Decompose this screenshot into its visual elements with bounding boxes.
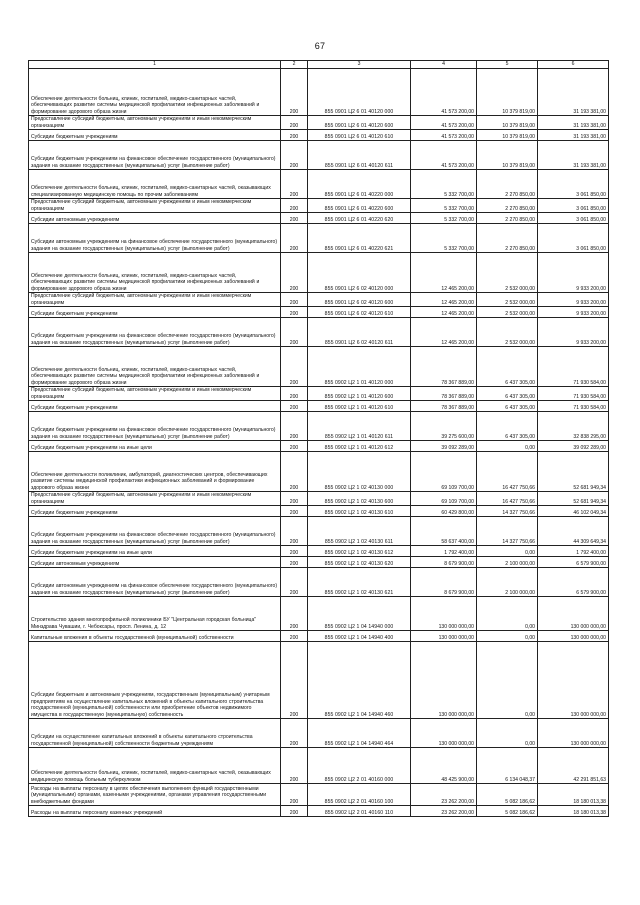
row-value-cell: 200 [281,642,308,719]
row-value-cell: 44 309 649,34 [538,517,609,546]
row-value-cell: 200 [281,130,308,141]
row-name-cell: Расходы на выплаты персоналу казенных учреждений [29,806,281,817]
row-value-cell: 855 0902 Ц2 2 01 40160 000 [308,748,411,784]
table-row [29,784,609,806]
table-row [29,401,609,412]
row-value-cell: 78 367 889,00 [411,347,477,387]
column-header: 1 [29,61,281,69]
row-value-cell: 855 0901 Ц2 6 01 40120 610 [308,130,411,141]
row-value-cell: 69 109 700,00 [411,492,477,506]
table-row [29,170,609,199]
row-value-cell: 855 0902 Ц2 1 02 40130 000 [308,452,411,492]
table-row [29,307,609,318]
row-name-cell: Обеспечение деятельности больниц, клиник, госпиталей, медико-санитарных частей, оказывающих медицинскую помощь больным туберкулезом [29,748,281,784]
row-value-cell: 18 180 013,38 [538,806,609,817]
row-name-cell: Обеспечение деятельности поликлиник, амбулаторий, диагностических центров, обеспечивающих развитие системы медицинской профилактики инфекционных заболеваний и формирование здорового образа жизни [29,452,281,492]
table-row [29,557,609,568]
row-value-cell: 130 000 000,00 [538,631,609,642]
row-value-cell: 855 0901 Ц2 6 02 40120 611 [308,318,411,347]
row-name-cell: Субсидии бюджетным учреждениям на иные цели [29,441,281,452]
row-value-cell: 5 332 700,00 [411,224,477,253]
row-value-cell: 855 0902 Ц2 1 02 40130 621 [308,568,411,597]
row-value-cell: 200 [281,452,308,492]
row-value-cell: 12 465 200,00 [411,293,477,307]
row-value-cell: 200 [281,412,308,441]
row-value-cell: 2 100 000,00 [477,568,538,597]
row-value-cell: 41 573 200,00 [411,141,477,170]
row-value-cell: 8 679 900,00 [411,557,477,568]
row-value-cell: 200 [281,69,308,116]
row-value-cell: 200 [281,597,308,631]
row-value-cell: 1 792 400,00 [538,546,609,557]
row-value-cell: 9 933 200,00 [538,293,609,307]
row-value-cell: 200 [281,224,308,253]
row-value-cell: 855 0902 Ц2 1 04 14940 464 [308,719,411,748]
row-value-cell: 71 930 584,00 [538,401,609,412]
row-value-cell: 200 [281,401,308,412]
row-value-cell: 3 061 850,00 [538,224,609,253]
row-value-cell: 855 0902 Ц2 1 02 40130 611 [308,517,411,546]
table-row [29,441,609,452]
row-value-cell: 2 100 000,00 [477,557,538,568]
column-header: 5 [477,61,538,69]
budget-table [28,60,609,817]
row-name-cell: Предоставление субсидий бюджетным, автономным учреждениям и иным некоммерческим организациям [29,387,281,401]
row-name-cell: Субсидии автономным учреждениям на финансовое обеспечение государственного (муниципального) задания на оказание государственных (муниципальных) услуг (выполнение работ) [29,224,281,253]
row-name-cell: Строительство здания многопрофильной поликлиники БУ "Центральная городская больница" Минздрава Чувашии, г. Чебоксары, просп. Ленина, д. 12 [29,597,281,631]
row-value-cell: 10 379 819,00 [477,141,538,170]
row-value-cell: 200 [281,293,308,307]
row-value-cell: 855 0901 Ц2 6 01 40220 600 [308,199,411,213]
row-value-cell: 855 0901 Ц2 6 01 40220 621 [308,224,411,253]
table-row [29,568,609,597]
row-value-cell: 1 792 400,00 [411,546,477,557]
row-value-cell: 39 092 289,00 [411,441,477,452]
row-value-cell: 31 193 381,00 [538,116,609,130]
row-value-cell: 855 0902 Ц2 1 01 40120 611 [308,412,411,441]
row-value-cell: 6 437 305,00 [477,387,538,401]
table-row [29,412,609,441]
row-value-cell: 0,00 [477,441,538,452]
row-value-cell: 2 270 850,00 [477,213,538,224]
row-value-cell: 200 [281,387,308,401]
row-value-cell: 5 082 186,62 [477,806,538,817]
row-value-cell: 855 0901 Ц2 6 02 40120 600 [308,293,411,307]
row-value-cell: 5 082 186,62 [477,784,538,806]
table-row [29,806,609,817]
row-name-cell: Предоставление субсидий бюджетным, автономным учреждениям и иным некоммерческим организациям [29,199,281,213]
table-row [29,631,609,642]
row-value-cell: 18 180 013,38 [538,784,609,806]
row-value-cell: 41 573 200,00 [411,69,477,116]
row-value-cell: 5 332 700,00 [411,199,477,213]
table-row [29,597,609,631]
row-value-cell: 52 681 949,34 [538,492,609,506]
row-value-cell: 31 193 381,00 [538,141,609,170]
row-value-cell: 855 0901 Ц2 6 01 40120 000 [308,69,411,116]
row-value-cell: 0,00 [477,631,538,642]
row-value-cell: 31 193 381,00 [538,130,609,141]
row-value-cell: 0,00 [477,597,538,631]
row-value-cell: 200 [281,170,308,199]
row-value-cell: 78 367 889,00 [411,401,477,412]
row-name-cell: Обеспечение деятельности больниц, клиник, госпиталей, медико-санитарных частей, обеспечивающих развитие системы медицинской профилактики инфекционных заболеваний и формирование здорового образа жизни [29,253,281,293]
column-header: 3 [308,61,411,69]
table-body [29,69,609,817]
row-value-cell: 855 0901 Ц2 6 01 40220 000 [308,170,411,199]
table-row [29,116,609,130]
column-header: 6 [538,61,609,69]
table-row [29,224,609,253]
row-value-cell: 855 0902 Ц2 1 01 40120 000 [308,347,411,387]
row-value-cell: 6 134 048,37 [477,748,538,784]
row-value-cell: 200 [281,631,308,642]
row-name-cell: Обеспечение деятельности больниц, клиник, госпиталей, медико-санитарных частей, обеспечивающих развитие системы медицинской профилактики инфекционных заболеваний и формирование здорового образа жизни [29,347,281,387]
row-value-cell: 855 0902 Ц2 2 01 40160 100 [308,784,411,806]
row-value-cell: 855 0901 Ц2 6 02 40120 610 [308,307,411,318]
row-value-cell: 3 061 850,00 [538,213,609,224]
row-value-cell: 855 0902 Ц2 1 01 40120 610 [308,401,411,412]
row-value-cell: 31 193 381,00 [538,69,609,116]
row-value-cell: 855 0902 Ц2 1 01 40120 612 [308,441,411,452]
row-value-cell: 855 0902 Ц2 1 02 40130 612 [308,546,411,557]
row-value-cell: 69 109 700,00 [411,452,477,492]
row-value-cell: 2 532 000,00 [477,307,538,318]
row-value-cell: 8 679 900,00 [411,568,477,597]
row-value-cell: 130 000 000,00 [411,642,477,719]
row-value-cell: 42 291 851,63 [538,748,609,784]
table-row [29,748,609,784]
row-value-cell: 200 [281,347,308,387]
table-row [29,347,609,387]
row-value-cell: 130 000 000,00 [538,597,609,631]
row-name-cell: Предоставление субсидий бюджетным, автономным учреждениям и иным некоммерческим организациям [29,116,281,130]
row-value-cell: 41 573 200,00 [411,130,477,141]
row-value-cell: 855 0902 Ц2 1 02 40130 620 [308,557,411,568]
row-value-cell: 130 000 000,00 [411,631,477,642]
row-value-cell: 12 465 200,00 [411,318,477,347]
row-value-cell: 41 573 200,00 [411,116,477,130]
row-value-cell: 130 000 000,00 [538,719,609,748]
row-value-cell: 200 [281,806,308,817]
row-value-cell: 200 [281,307,308,318]
table-header-row [29,61,609,69]
row-name-cell: Субсидии бюджетным учреждениям [29,307,281,318]
row-value-cell: 200 [281,546,308,557]
row-value-cell: 2 270 850,00 [477,170,538,199]
table-row [29,719,609,748]
row-value-cell: 32 838 295,00 [538,412,609,441]
row-value-cell: 5 332 700,00 [411,213,477,224]
row-value-cell: 130 000 000,00 [538,642,609,719]
row-value-cell: 0,00 [477,546,538,557]
column-header: 2 [281,61,308,69]
row-value-cell: 855 0902 Ц2 2 01 40160 110 [308,806,411,817]
table-row [29,69,609,116]
row-value-cell: 855 0901 Ц2 6 01 40120 611 [308,141,411,170]
table-row [29,452,609,492]
row-value-cell: 3 061 850,00 [538,199,609,213]
row-value-cell: 6 579 900,00 [538,557,609,568]
row-value-cell: 60 429 800,00 [411,506,477,517]
row-value-cell: 2 270 850,00 [477,199,538,213]
row-value-cell: 200 [281,318,308,347]
table-row [29,642,609,719]
table-row [29,517,609,546]
table-row [29,492,609,506]
row-value-cell: 855 0902 Ц2 1 01 40120 600 [308,387,411,401]
row-name-cell: Субсидии автономным учреждениям [29,557,281,568]
row-value-cell: 200 [281,748,308,784]
row-value-cell: 200 [281,557,308,568]
row-value-cell: 2 532 000,00 [477,318,538,347]
table-row [29,318,609,347]
row-value-cell: 6 579 900,00 [538,568,609,597]
row-value-cell: 130 000 000,00 [411,597,477,631]
table-row [29,213,609,224]
row-name-cell: Субсидии бюджетным учреждениям на финансовое обеспечение государственного (муниципального) задания на оказание государственных (муниципальных) услуг (выполнение работ) [29,318,281,347]
row-value-cell: 39 092 289,00 [538,441,609,452]
row-value-cell: 200 [281,199,308,213]
row-value-cell: 200 [281,441,308,452]
row-value-cell: 16 427 750,66 [477,492,538,506]
row-value-cell: 12 465 200,00 [411,307,477,318]
row-value-cell: 855 0902 Ц2 1 02 40130 600 [308,492,411,506]
row-value-cell: 200 [281,253,308,293]
row-name-cell: Капитальные вложения в объекты государственной (муниципальной) собственности [29,631,281,642]
row-value-cell: 6 437 305,00 [477,401,538,412]
row-name-cell: Субсидии бюджетным учреждениям [29,130,281,141]
row-value-cell: 2 532 000,00 [477,253,538,293]
row-value-cell: 855 0902 Ц2 1 02 40130 610 [308,506,411,517]
row-value-cell: 39 275 600,00 [411,412,477,441]
page-number: 67 [314,41,326,51]
row-value-cell: 200 [281,141,308,170]
row-value-cell: 14 327 750,66 [477,506,538,517]
row-value-cell: 23 262 200,00 [411,784,477,806]
row-value-cell: 14 327 750,66 [477,517,538,546]
table-row [29,253,609,293]
row-value-cell: 23 262 200,00 [411,806,477,817]
row-value-cell: 855 0902 Ц2 1 04 14940 000 [308,597,411,631]
row-value-cell: 0,00 [477,719,538,748]
row-name-cell: Обеспечение деятельности больниц, клиник, госпиталей, медико-санитарных частей, оказывающих специализированную медицинскую помощь по прочим заболеваниям [29,170,281,199]
row-value-cell: 52 681 949,34 [538,452,609,492]
row-name-cell: Субсидии автономным учреждениям на финансовое обеспечение государственного (муниципального) задания на оказание государственных (муниципальных) услуг (выполнение работ) [29,568,281,597]
row-value-cell: 855 0901 Ц2 6 02 40120 000 [308,253,411,293]
row-value-cell: 0,00 [477,642,538,719]
row-name-cell: Субсидии бюджетным учреждениям на финансовое обеспечение государственного (муниципального) задания на оказание государственных (муниципальных) услуг (выполнение работ) [29,141,281,170]
row-value-cell: 10 379 819,00 [477,69,538,116]
row-name-cell: Предоставление субсидий бюджетным, автономным учреждениям и иным некоммерческим организациям [29,492,281,506]
row-name-cell: Субсидии бюджетным учреждениям на иные цели [29,546,281,557]
table-row [29,141,609,170]
table-row [29,387,609,401]
row-value-cell: 12 465 200,00 [411,253,477,293]
row-value-cell: 2 532 000,00 [477,293,538,307]
row-name-cell: Субсидии бюджетным учреждениям [29,401,281,412]
row-value-cell: 16 427 750,66 [477,452,538,492]
row-value-cell: 200 [281,568,308,597]
row-value-cell: 200 [281,213,308,224]
row-value-cell: 3 061 850,00 [538,170,609,199]
row-value-cell: 48 425 900,00 [411,748,477,784]
row-value-cell: 855 0901 Ц2 6 01 40220 620 [308,213,411,224]
table-row [29,130,609,141]
row-value-cell: 130 000 000,00 [411,719,477,748]
row-value-cell: 200 [281,506,308,517]
row-value-cell: 855 0902 Ц2 1 04 14940 460 [308,642,411,719]
row-value-cell: 9 933 200,00 [538,318,609,347]
table-row [29,546,609,557]
row-name-cell: Субсидии автономным учреждениям [29,213,281,224]
row-name-cell: Субсидии бюджетным учреждениям на финансовое обеспечение государственного (муниципального) задания на оказание государственных (муниципальных) услуг (выполнение работ) [29,517,281,546]
row-value-cell: 200 [281,517,308,546]
row-name-cell: Субсидии бюджетным учреждениям [29,506,281,517]
row-value-cell: 58 637 400,00 [411,517,477,546]
row-value-cell: 200 [281,116,308,130]
row-value-cell: 200 [281,784,308,806]
row-value-cell: 71 930 584,00 [538,347,609,387]
row-name-cell: Предоставление субсидий бюджетным, автономным учреждениям и иным некоммерческим организациям [29,293,281,307]
row-value-cell: 9 933 200,00 [538,307,609,318]
row-value-cell: 200 [281,492,308,506]
row-value-cell: 6 437 305,00 [477,412,538,441]
row-name-cell: Субсидии на осуществление капитальных вложений в объекты капитального строительства государственной (муниципальной) собственности бюджетным учреждениям [29,719,281,748]
row-value-cell: 10 379 819,00 [477,116,538,130]
row-value-cell: 46 102 049,34 [538,506,609,517]
row-value-cell: 200 [281,719,308,748]
table-row [29,506,609,517]
column-header: 4 [411,61,477,69]
row-value-cell: 5 332 700,00 [411,170,477,199]
row-value-cell: 855 0902 Ц2 1 04 14940 400 [308,631,411,642]
row-value-cell: 10 379 819,00 [477,130,538,141]
row-name-cell: Субсидии бюджетным учреждениям на финансовое обеспечение государственного (муниципального) задания на оказание государственных (муниципальных) услуг (выполнение работ) [29,412,281,441]
table-row [29,293,609,307]
row-name-cell: Обеспечение деятельности больниц, клиник, госпиталей, медико-санитарных частей, обеспечивающих развитие системы медицинской профилактики инфекционных заболеваний и формирование здорового образа жизни [29,69,281,116]
row-value-cell: 2 270 850,00 [477,224,538,253]
row-name-cell: Расходы на выплаты персоналу в целях обеспечения выполнения функций государственными (муниципальными) органами, казенными учреждениями, органами управления государственными внебюджетными фондами [29,784,281,806]
row-name-cell: Субсидии бюджетным и автономным учреждениям, государственным (муниципальным) унитарным предприятиям на осуществление капитальных вложений в объекты капитального строительства государственной (муниципальной) собственности или приобретение объектов недвижимого имущества в государственную (муниципальную) собственность [29,642,281,719]
row-value-cell: 855 0901 Ц2 6 01 40120 600 [308,116,411,130]
row-value-cell: 71 930 584,00 [538,387,609,401]
row-value-cell: 9 933 200,00 [538,253,609,293]
row-value-cell: 78 367 889,00 [411,387,477,401]
row-value-cell: 6 437 305,00 [477,347,538,387]
table-row [29,199,609,213]
